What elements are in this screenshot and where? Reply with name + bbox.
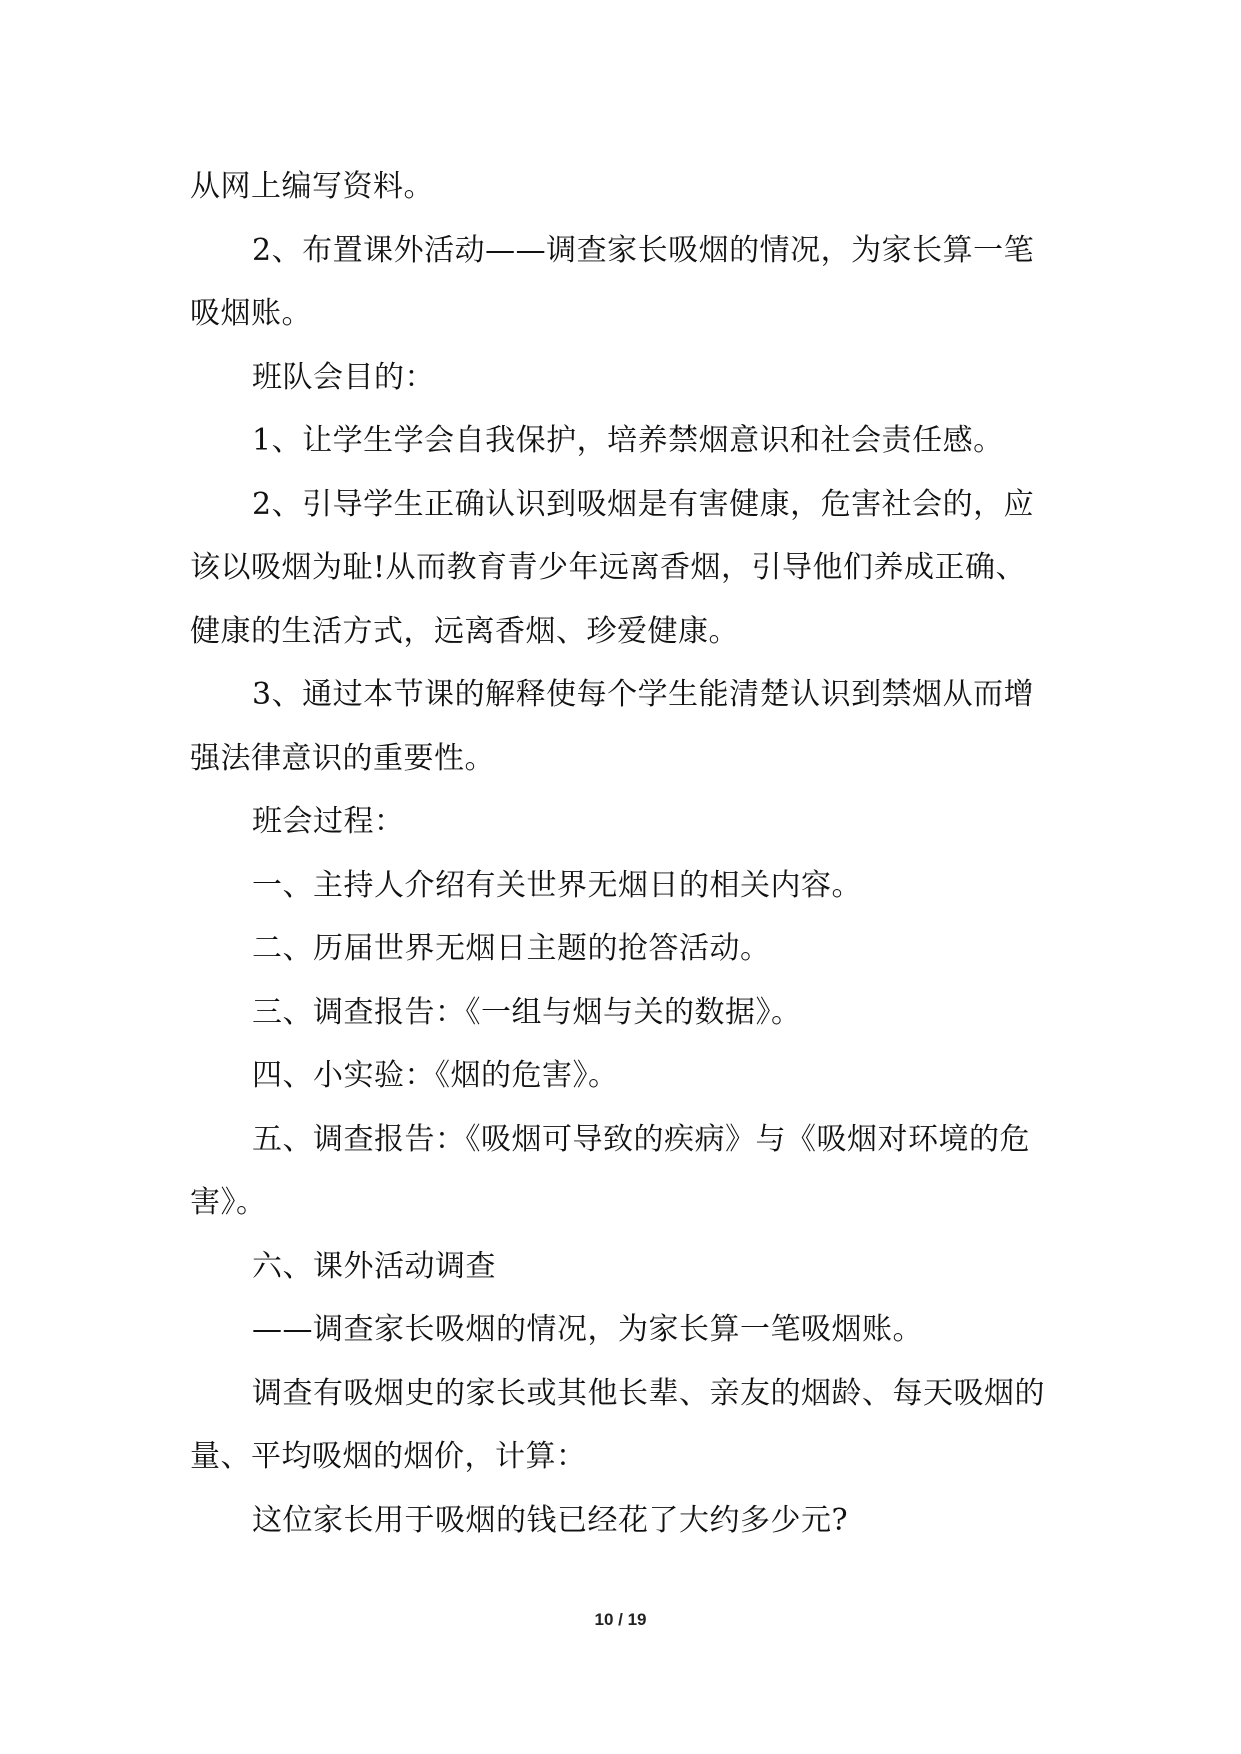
text-line: 从网上编写资料。 <box>190 169 434 204</box>
text-line: 五、调查报告：《吸烟可导致的疾病》与《吸烟对环境的危 <box>252 1121 1030 1157</box>
text-line: 调查有吸烟史的家长或其他长辈、亲友的烟龄、每天吸烟的 <box>252 1375 1045 1411</box>
text-line: 吸烟账。 <box>190 296 312 331</box>
text-line: 害》。 <box>190 1185 267 1220</box>
text-line: 四、小实验：《烟的危害》。 <box>252 1058 619 1093</box>
text-line: 二、历届世界无烟日主题的抢答活动。 <box>252 931 771 966</box>
text-line: 量、平均吸烟的烟价，计算： <box>190 1439 587 1474</box>
text-line: 强法律意识的重要性。 <box>190 740 495 776</box>
section-heading: 班队会目的： <box>252 359 435 395</box>
text-line: 1、让学生学会自我保护，培养禁烟意识和社会责任感。 <box>252 423 1004 458</box>
text-line: 该以吸烟为耻!从而教育青少年远离香烟，引导他们养成正确、 <box>190 550 1027 585</box>
text-line: 三、调查报告：《一组与烟与关的数据》。 <box>252 994 802 1030</box>
document-body <box>190 155 1060 1552</box>
text-line: 2、布置课外活动——调查家长吸烟的情况，为家长算一笔 <box>252 232 1035 268</box>
section-heading: 班会过程： <box>252 804 405 839</box>
text-line: 健康的生活方式，远离香烟、珍爱健康。 <box>190 613 739 649</box>
text-line: 一、主持人介绍有关世界无烟日的相关内容。 <box>252 867 862 903</box>
text-line: 这位家长用于吸烟的钱已经花了大约多少元? <box>252 1502 849 1538</box>
text-line: 六、课外活动调查 <box>252 1248 496 1284</box>
page-number: 10 / 19 <box>594 1610 647 1629</box>
text-line: ——调查家长吸烟的情况，为家长算一笔吸烟账。 <box>252 1312 923 1347</box>
text-line: 3、通过本节课的解释使每个学生能清楚认识到禁烟从而增 <box>252 677 1035 712</box>
text-line: 2、引导学生正确认识到吸烟是有害健康，危害社会的，应 <box>252 486 1035 522</box>
